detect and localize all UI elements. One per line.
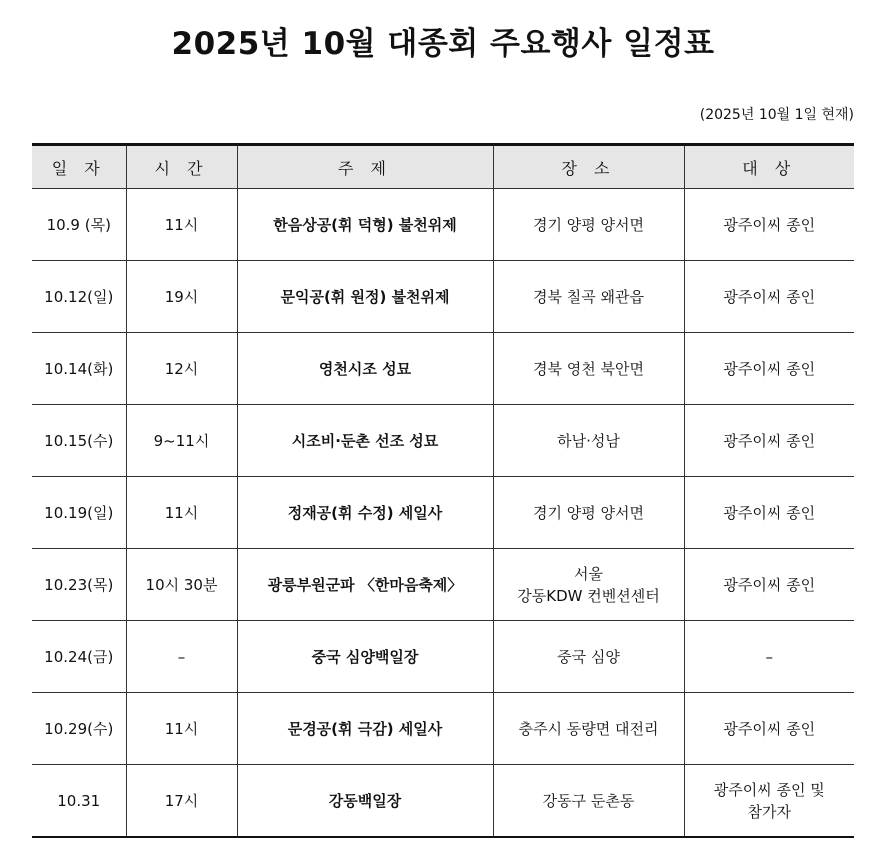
table-row [32, 477, 854, 549]
cell-time: – [126, 621, 237, 693]
cell-time: 10시 30분 [126, 549, 237, 621]
cell-target: – [684, 621, 854, 693]
page-title: 2025년 10월 대종회 주요행사 일정표 [171, 26, 715, 62]
cell-topic: 문경공(휘 극감) 세일사 [237, 693, 493, 765]
cell-place: 경북 칠곡 왜관읍 [493, 261, 684, 333]
table-row [32, 765, 854, 838]
cell-topic: 강동백일장 [237, 765, 493, 838]
cell-topic: 정재공(휘 수정) 세일사 [237, 477, 493, 549]
cell-date: 10.19(일) [32, 477, 126, 549]
cell-date: 10.24(금) [32, 621, 126, 693]
cell-place: 경기 양평 양서면 [493, 477, 684, 549]
header-date: 일 자 [32, 145, 126, 189]
header-time: 시 간 [126, 145, 237, 189]
cell-topic: 영천시조 성묘 [237, 333, 493, 405]
cell-time: 11시 [126, 477, 237, 549]
table-row [32, 261, 854, 333]
cell-target: 광주이씨 종인 [684, 549, 854, 621]
header-topic: 주 제 [237, 145, 493, 189]
cell-place: 경북 영천 북안면 [493, 333, 684, 405]
header-row [32, 145, 854, 189]
cell-date: 10.12(일) [32, 261, 126, 333]
cell-date: 10.15(수) [32, 405, 126, 477]
table-row [32, 621, 854, 693]
header-target: 대 상 [684, 145, 854, 189]
table-row [32, 549, 854, 621]
cell-time: 11시 [126, 189, 237, 261]
cell-place: 하남·성남 [493, 405, 684, 477]
cell-topic: 광릉부원군파 〈한마음축제〉 [237, 549, 493, 621]
cell-target: 광주이씨 종인 [684, 333, 854, 405]
schedule-table [32, 143, 854, 838]
table-row [32, 189, 854, 261]
cell-topic: 중국 심양백일장 [237, 621, 493, 693]
cell-target: 광주이씨 종인 [684, 261, 854, 333]
header-place: 장 소 [493, 145, 684, 189]
cell-target: 광주이씨 종인 [684, 405, 854, 477]
cell-topic: 한음상공(휘 덕형) 불천위제 [237, 189, 493, 261]
cell-target: 광주이씨 종인 및 참가자 [684, 765, 854, 838]
cell-time: 17시 [126, 765, 237, 838]
cell-place: 중국 심양 [493, 621, 684, 693]
cell-time: 11시 [126, 693, 237, 765]
cell-time: 19시 [126, 261, 237, 333]
cell-place: 서울 강동KDW 컨벤션센터 [493, 549, 684, 621]
cell-date: 10.14(화) [32, 333, 126, 405]
cell-date: 10.9 (목) [32, 189, 126, 261]
cell-place: 강동구 둔촌동 [493, 765, 684, 838]
cell-topic: 문익공(휘 원정) 불천위제 [237, 261, 493, 333]
cell-target: 광주이씨 종인 [684, 693, 854, 765]
cell-time: 12시 [126, 333, 237, 405]
cell-place: 충주시 동량면 대전리 [493, 693, 684, 765]
cell-date: 10.23(목) [32, 549, 126, 621]
cell-target: 광주이씨 종인 [684, 477, 854, 549]
cell-target: 광주이씨 종인 [684, 189, 854, 261]
cell-date: 10.29(수) [32, 693, 126, 765]
cell-topic: 시조비·둔촌 선조 성묘 [237, 405, 493, 477]
cell-date: 10.31 [32, 765, 126, 838]
table-row [32, 693, 854, 765]
cell-place: 경기 양평 양서면 [493, 189, 684, 261]
cell-time: 9~11시 [126, 405, 237, 477]
as-of-date: (2025년 10월 1일 현재) [699, 107, 854, 123]
table-row [32, 405, 854, 477]
table-row [32, 333, 854, 405]
